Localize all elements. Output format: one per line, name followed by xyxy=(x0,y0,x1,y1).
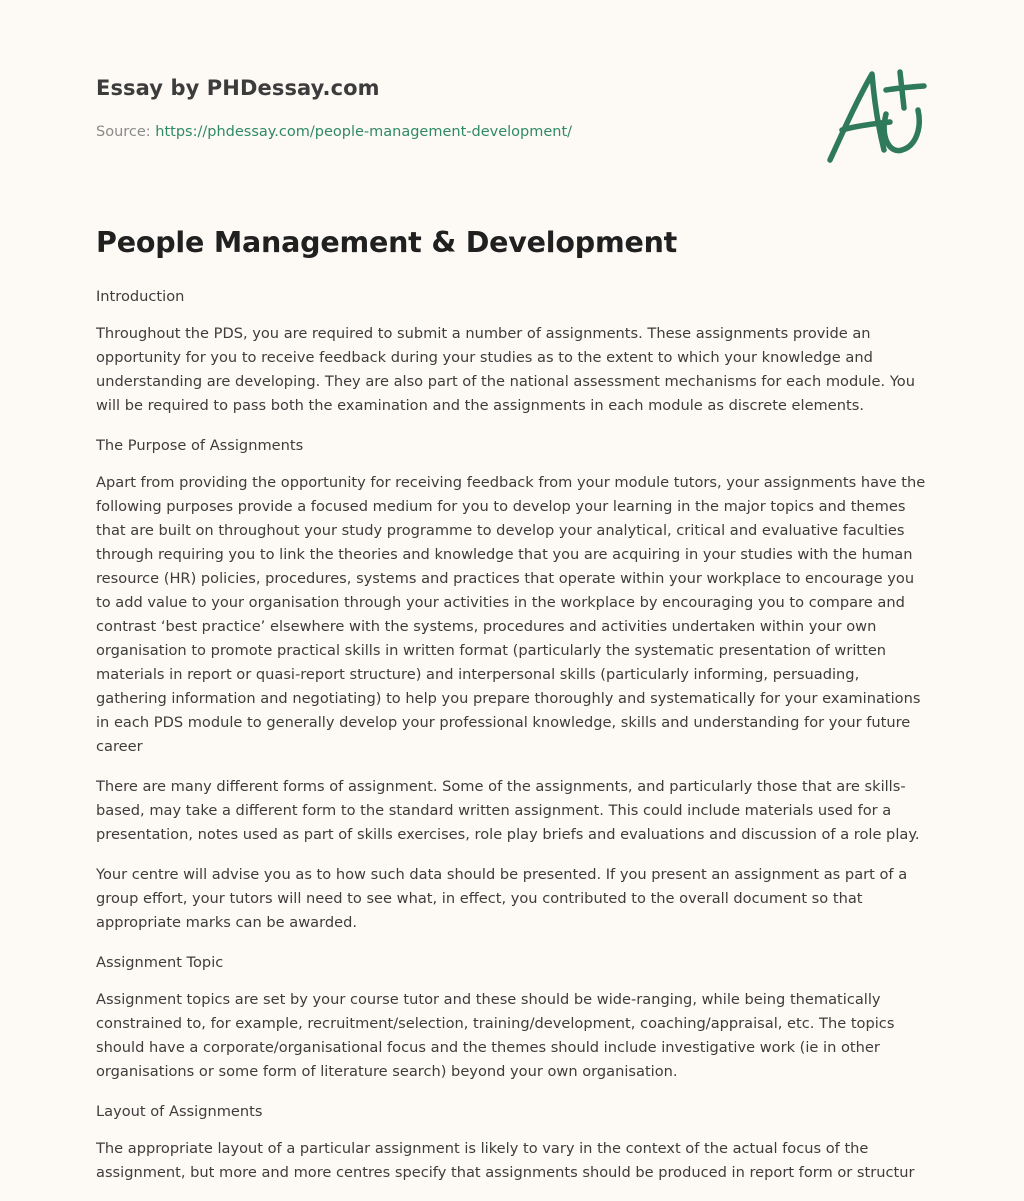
document-body xyxy=(96,285,928,1201)
section-heading: Layout of Assignments xyxy=(96,1103,263,1120)
body-paragraph: There are many different forms of assignment. Some of the assignments, and particularly those that are skills-based, may take a different form to the standard written assignment. This could include materials used for a presentation, notes used as part of skills exercises, role play briefs and evaluations and discussion of a role play. xyxy=(96,778,920,843)
section-heading: Introduction xyxy=(96,288,185,305)
source-label: Source: xyxy=(96,124,151,140)
site-title: Essay by PHDessay.com xyxy=(96,76,380,100)
document-title: People Management & Development xyxy=(96,226,678,259)
source-link[interactable]: https://phdessay.com/people-management-development/ xyxy=(155,124,573,140)
body-paragraph: Apart from providing the opportunity for receiving feedback from your module tutors, your assignments have the following purposes provide a focused medium for you to develop your learning in the major topics and themes that are built on throughout your study programme to develop your analytical, critical and evaluative faculties through requiring you to link the theories and knowledge that you are acquiring in your studies with the human resource (HR) policies, procedures, systems and practices that operate within your workplace to encourage you to add value to your organisation through your activities in the workplace by encouraging you to compare and contrast ‘best practice’ elsewhere with the systems, procedures and activities undertaken within your own organisation to promote practical skills in written format (particularly the systematic presentation of written materials in report or quasi-report structure) and interpersonal skills (particularly informing, persuading, gathering information and negotiating) to help you prepare thoroughly and systematically for your examinations in each PDS module to generally develop your professional knowledge, skills and understanding for your future career xyxy=(96,474,926,755)
section-heading: The Purpose of Assignments xyxy=(96,437,304,454)
body-paragraph: Assignment topics are set by your course tutor and these should be wide-ranging, while being thematically constrained to, for example, recruitment/selection, training/development, coaching/appraisal, etc. The topics should have a corporate/organisational focus and the themes should include investigative work (ie in other organisations or some form of literature search) beyond your own organisation. xyxy=(96,991,895,1080)
section-heading: Assignment Topic xyxy=(96,954,224,971)
body-paragraph: The appropriate layout of a particular assignment is likely to vary in the context of the actual focus of the assignment, but more and more centres specify that assignments should be produced in report form or structur xyxy=(96,1140,915,1181)
body-paragraph: Your centre will advise you as to how such data should be presented. If you present an assignment as part of a group effort, your tutors will need to see what, in effect, you contributed to the overall document so that appropriate marks can be awarded. xyxy=(96,866,908,931)
a-plus-logo-icon xyxy=(820,64,932,168)
source-line xyxy=(96,124,572,140)
body-paragraph: Throughout the PDS, you are required to submit a number of assignments. These assignments provide an opportunity for you to receive feedback during your studies as to the extent to which your knowledge and understanding are developing. They are also part of the national assessment mechanisms for each module. You will be required to pass both the examination and the assignments in each module as discrete elements. xyxy=(96,325,915,414)
